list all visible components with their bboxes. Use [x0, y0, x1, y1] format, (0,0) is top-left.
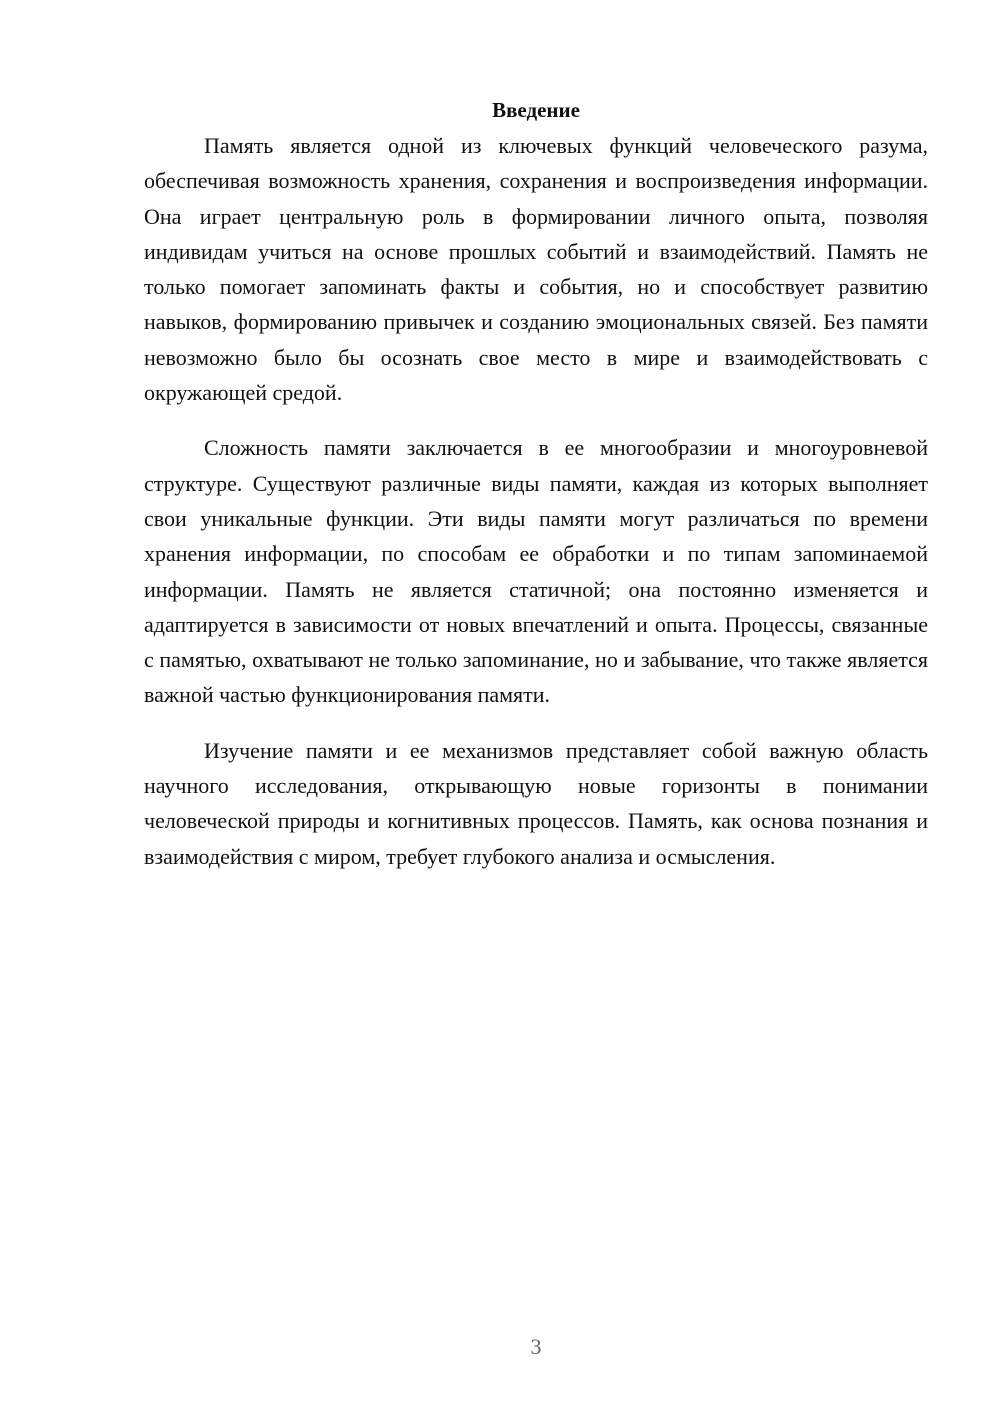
paragraph-3: Изучение памяти и ее механизмов представляет собой важную область научного исследования, открывающую новые горизонты в понимании человеческой природы и когнитивных процессов. Память, как основа познания и взаимодействия с миром, требует глубокого анализа и осмысления. — [144, 737, 928, 869]
paragraph-2: Сложность памяти заключается в ее многообразии и многоуровневой структуре. Существуют различные виды памяти, каждая из которых выполняет свои уникальные функции. Эти виды памяти могут различаться по времени хранения информации, по способам ее обработки и по типам запоминаемой информации. Память не является статичной; она постоянно изменяется и адаптируется в зависимости от новых впечатлений и опыта. Процессы, связанные с памятью, охватывают не только запоминание, но и забывание, что также является важной частью функционирования памяти. — [144, 435, 928, 708]
paragraph-1: Память является одной из ключевых функций человеческого разума, обеспечивая возможность хранения, сохранения и воспроизведения информации. Она играет центральную роль в формировании личного опыта, позволяя индивидам учиться на основе прошлых событий и взаимодействий. Память не только помогает запоминать факты и события, но и способствует развитию навыков, формированию привычек и созданию эмоциональных связей. Без памяти невозможно было бы осознать свое место в мире и взаимодействовать с окружающей средой. — [144, 133, 928, 406]
page-title: Введение — [492, 98, 580, 122]
document-body — [144, 94, 928, 894]
page-number: 3 — [530, 1334, 542, 1359]
